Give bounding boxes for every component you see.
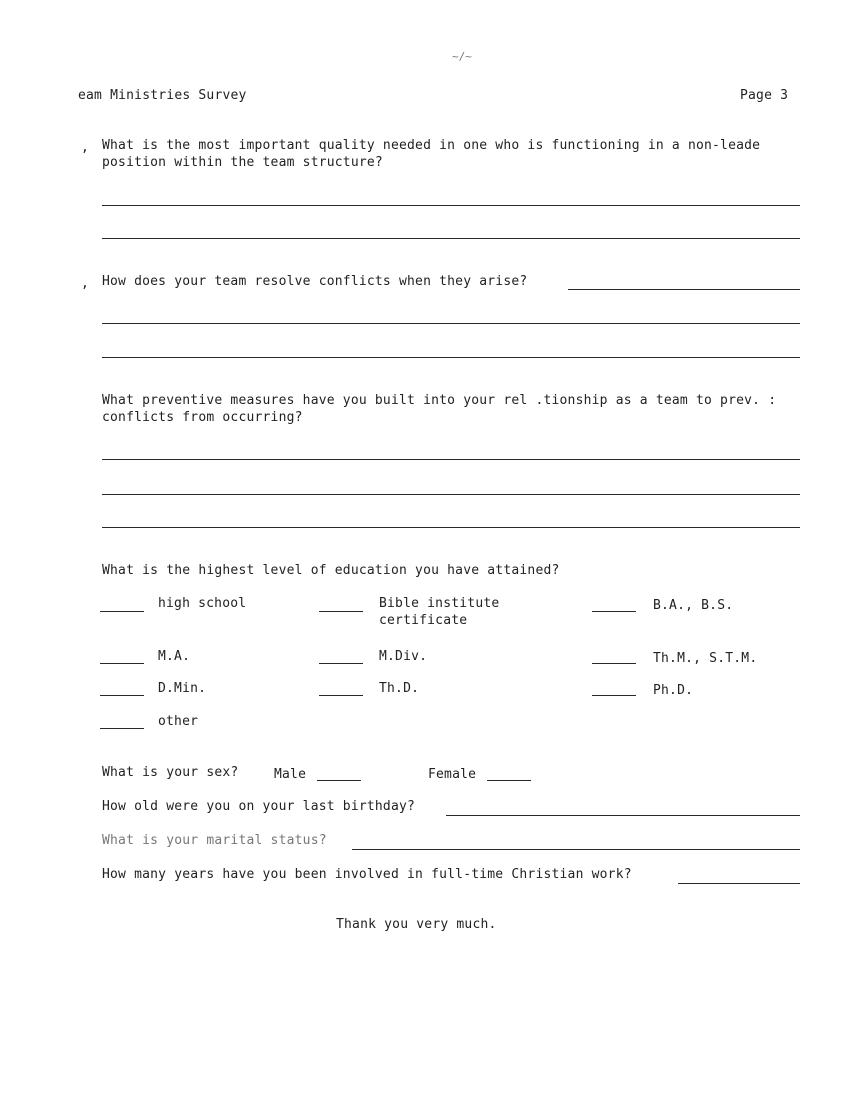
q3-text-line2: conflicts from occurring? xyxy=(102,410,303,425)
q7-text: What is your marital status? xyxy=(102,833,327,848)
education-blank-bible-institute[interactable] xyxy=(319,611,363,612)
education-blank-thm-stm[interactable] xyxy=(592,663,636,664)
q2-bullet: , xyxy=(81,276,89,291)
education-blank-mdiv[interactable] xyxy=(319,663,363,664)
q2-answer-line-1[interactable] xyxy=(102,323,800,324)
education-label-high-school: high school xyxy=(158,596,247,611)
q4-text: What is the highest level of education you have attained? xyxy=(102,563,560,578)
education-label-thm-stm: Th.M., S.T.M. xyxy=(653,651,758,666)
q3-text-line1: What preventive measures have you built into your rel .tionship as a team to prev. : xyxy=(102,393,777,408)
sex-blank-female[interactable] xyxy=(487,780,531,781)
survey-title: eam Ministries Survey xyxy=(78,88,247,103)
education-label-thd: Th.D. xyxy=(379,681,420,696)
q3-answer-line-2[interactable] xyxy=(102,494,800,495)
education-blank-dmin[interactable] xyxy=(100,695,144,696)
page-number-mark: ~/~ xyxy=(452,50,472,63)
sex-label-male: Male xyxy=(274,767,307,782)
q1-text-line1: What is the most important quality needed in one who is functioning in a non-leade xyxy=(102,138,761,153)
q1-answer-line-1[interactable] xyxy=(102,205,800,206)
years-answer-line[interactable] xyxy=(678,883,800,884)
sex-label-female: Female xyxy=(428,767,477,782)
page-label: Page 3 xyxy=(740,88,789,103)
education-blank-thd[interactable] xyxy=(319,695,363,696)
q5-text: What is your sex? xyxy=(102,765,239,780)
education-label-phd: Ph.D. xyxy=(653,683,694,698)
q2-answer-line-2[interactable] xyxy=(102,357,800,358)
q3-answer-line-3[interactable] xyxy=(102,527,800,528)
education-label-dmin: D.Min. xyxy=(158,681,207,696)
education-blank-other[interactable] xyxy=(100,728,144,729)
q6-text: How old were you on your last birthday? xyxy=(102,799,416,814)
education-blank-ba-bs[interactable] xyxy=(592,611,636,612)
age-answer-line[interactable] xyxy=(446,815,800,816)
q2-answer-line-inline[interactable] xyxy=(568,289,800,290)
sex-blank-male[interactable] xyxy=(317,780,361,781)
education-label-ma: M.A. xyxy=(158,649,191,664)
q1-text-line2: position within the team structure? xyxy=(102,155,383,170)
thank-you-note: Thank you very much. xyxy=(336,917,497,932)
education-blank-ma[interactable] xyxy=(100,663,144,664)
q1-answer-line-2[interactable] xyxy=(102,238,800,239)
q8-text: How many years have you been involved in full-time Christian work? xyxy=(102,867,632,882)
q3-answer-line-1[interactable] xyxy=(102,459,800,460)
education-label-ba-bs: B.A., B.S. xyxy=(653,598,734,613)
education-label-certificate: certificate xyxy=(379,613,468,628)
education-label-mdiv: M.Div. xyxy=(379,649,428,664)
education-blank-phd[interactable] xyxy=(592,695,636,696)
education-label-bible-institute: Bible institute xyxy=(379,596,500,611)
q1-bullet: , xyxy=(81,140,89,155)
education-label-other: other xyxy=(158,714,199,729)
q2-text: How does your team resolve conflicts when they arise? xyxy=(102,274,528,289)
education-blank-high-school[interactable] xyxy=(100,611,144,612)
marital-status-answer-line[interactable] xyxy=(352,849,800,850)
